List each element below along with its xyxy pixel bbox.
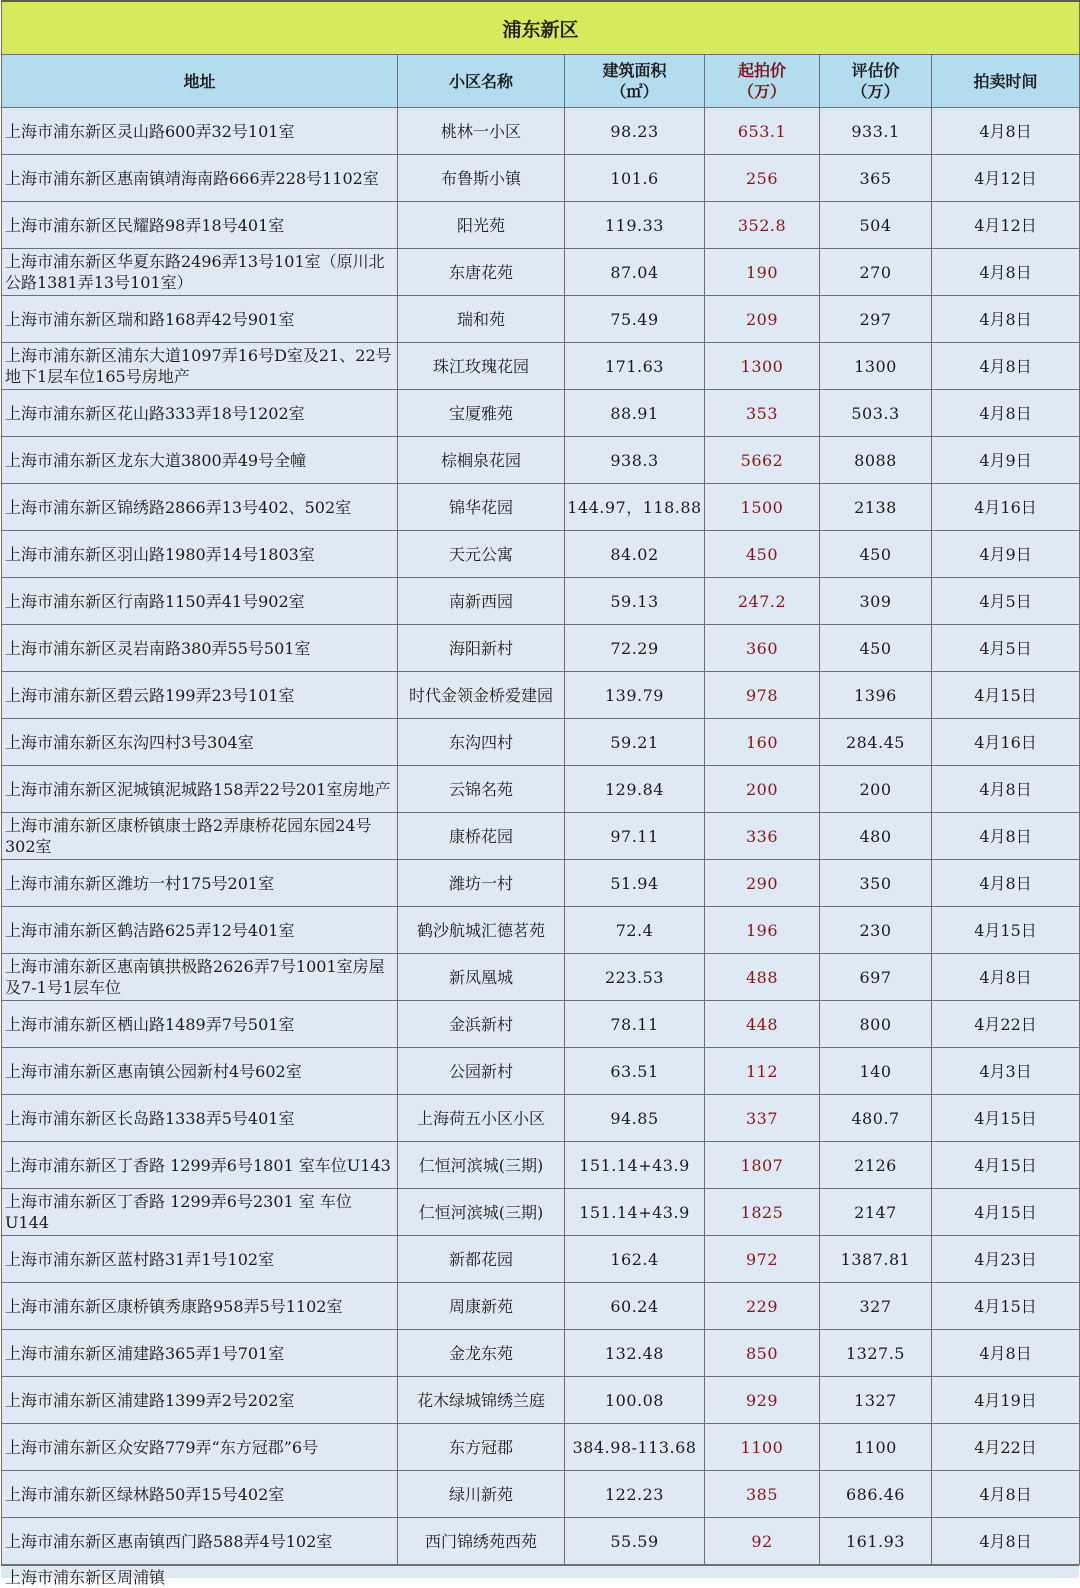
cell-address: 上海市浦东新区丁香路 1299弄6号1801 室车位U143 xyxy=(2,1142,398,1189)
table-row xyxy=(2,719,1080,766)
cell-start-price: 1300 xyxy=(705,343,820,390)
cell-start-price: 929 xyxy=(705,1377,820,1424)
cell-eval-price: 327 xyxy=(820,1283,932,1330)
cell-community: 金龙东苑 xyxy=(398,1330,565,1377)
cell-auction-date: 4月8日 xyxy=(932,954,1080,1001)
table-row xyxy=(2,954,1080,1001)
cell-auction-date: 4月12日 xyxy=(932,155,1080,202)
cell-address: 上海市浦东新区华夏东路2496弄13号101室（原川北公路1381弄13号101室） xyxy=(2,249,398,296)
cell-community: 云锦名苑 xyxy=(398,766,565,813)
table-row xyxy=(2,907,1080,954)
cell-start-price: 972 xyxy=(705,1236,820,1283)
table-row xyxy=(2,249,1080,296)
cell-address: 上海市浦东新区浦东大道1097弄16号D室及21、22号地下1层车位165号房地产 xyxy=(2,343,398,390)
cell-eval-price: 284.45 xyxy=(820,719,932,766)
partial-row-text: 上海市浦东新区周浦镇 xyxy=(5,1568,166,1587)
cell-area: 72.29 xyxy=(565,625,705,672)
cell-eval-price: 450 xyxy=(820,531,932,578)
cell-community: 时代金领金桥爱建园 xyxy=(398,672,565,719)
cell-auction-date: 4月8日 xyxy=(932,249,1080,296)
cell-eval-price: 350 xyxy=(820,860,932,907)
cell-community: 阳光苑 xyxy=(398,202,565,249)
title-row xyxy=(2,1,1080,55)
cell-start-price: 1807 xyxy=(705,1142,820,1189)
cell-auction-date: 4月15日 xyxy=(932,1095,1080,1142)
cell-start-price: 850 xyxy=(705,1330,820,1377)
cell-community: 天元公寓 xyxy=(398,531,565,578)
cell-auction-date: 4月15日 xyxy=(932,1283,1080,1330)
cell-community: 桃林一小区 xyxy=(398,108,565,155)
cell-community: 东方冠郡 xyxy=(398,1424,565,1471)
cell-start-price: 5662 xyxy=(705,437,820,484)
cell-start-price: 653.1 xyxy=(705,108,820,155)
cell-address: 上海市浦东新区绿林路50弄15号402室 xyxy=(2,1471,398,1518)
header-area xyxy=(565,55,705,108)
header-row xyxy=(2,55,1080,108)
table-row xyxy=(2,1001,1080,1048)
cell-eval-price: 933.1 xyxy=(820,108,932,155)
cell-eval-price: 480 xyxy=(820,813,932,860)
cell-start-price: 337 xyxy=(705,1095,820,1142)
cell-area: 60.24 xyxy=(565,1283,705,1330)
cell-community: 布鲁斯小镇 xyxy=(398,155,565,202)
cell-address: 上海市浦东新区栖山路1489弄7号501室 xyxy=(2,1001,398,1048)
cell-area: 84.02 xyxy=(565,531,705,578)
cell-area: 384.98-113.68 xyxy=(565,1424,705,1471)
table-row xyxy=(2,155,1080,202)
cell-address: 上海市浦东新区泥城镇泥城路158弄22号201室房地产 xyxy=(2,766,398,813)
cell-area: 938.3 xyxy=(565,437,705,484)
cell-community: 东唐花苑 xyxy=(398,249,565,296)
cell-community: 仁恒河滨城(三期) xyxy=(398,1142,565,1189)
header-start-price xyxy=(705,55,820,108)
cell-community: 新都花园 xyxy=(398,1236,565,1283)
cell-start-price: 256 xyxy=(705,155,820,202)
cell-address: 上海市浦东新区东沟四村3号304室 xyxy=(2,719,398,766)
cell-start-price: 360 xyxy=(705,625,820,672)
cell-area: 132.48 xyxy=(565,1330,705,1377)
cell-auction-date: 4月15日 xyxy=(932,907,1080,954)
cell-community: 棕榈泉花园 xyxy=(398,437,565,484)
cell-address: 上海市浦东新区民耀路98弄18号401室 xyxy=(2,202,398,249)
cell-area: 119.33 xyxy=(565,202,705,249)
cell-community: 周康新苑 xyxy=(398,1283,565,1330)
cell-eval-price: 1327.5 xyxy=(820,1330,932,1377)
cell-community: 仁恒河滨城(三期) xyxy=(398,1189,565,1236)
cell-community: 绿川新苑 xyxy=(398,1471,565,1518)
cell-eval-price: 1387.81 xyxy=(820,1236,932,1283)
cell-address: 上海市浦东新区康桥镇康士路2弄康桥花园东园24号302室 xyxy=(2,813,398,860)
cell-area: 78.11 xyxy=(565,1001,705,1048)
table-row xyxy=(2,1095,1080,1142)
cell-auction-date: 4月8日 xyxy=(932,1471,1080,1518)
cell-auction-date: 4月9日 xyxy=(932,531,1080,578)
cell-eval-price: 697 xyxy=(820,954,932,1001)
cell-auction-date: 4月8日 xyxy=(932,296,1080,343)
cell-start-price: 1100 xyxy=(705,1424,820,1471)
auction-table xyxy=(1,0,1080,1565)
cell-eval-price: 504 xyxy=(820,202,932,249)
cell-auction-date: 4月19日 xyxy=(932,1377,1080,1424)
cell-area: 55.59 xyxy=(565,1518,705,1565)
cell-auction-date: 4月22日 xyxy=(932,1001,1080,1048)
cell-eval-price: 140 xyxy=(820,1048,932,1095)
cell-community: 宝厦雅苑 xyxy=(398,390,565,437)
cell-area: 87.04 xyxy=(565,249,705,296)
table-row xyxy=(2,1377,1080,1424)
cell-start-price: 450 xyxy=(705,531,820,578)
cell-start-price: 978 xyxy=(705,672,820,719)
cell-area: 171.63 xyxy=(565,343,705,390)
cell-address: 上海市浦东新区长岛路1338弄5号401室 xyxy=(2,1095,398,1142)
cell-eval-price: 230 xyxy=(820,907,932,954)
cell-eval-price: 8088 xyxy=(820,437,932,484)
cell-eval-price: 309 xyxy=(820,578,932,625)
table-row xyxy=(2,531,1080,578)
cell-auction-date: 4月12日 xyxy=(932,202,1080,249)
cell-eval-price: 2138 xyxy=(820,484,932,531)
cell-start-price: 488 xyxy=(705,954,820,1001)
table-row xyxy=(2,437,1080,484)
cell-area: 139.79 xyxy=(565,672,705,719)
cell-address: 上海市浦东新区众安路779弄“东方冠郡”6号 xyxy=(2,1424,398,1471)
cell-eval-price: 503.3 xyxy=(820,390,932,437)
table-row xyxy=(2,860,1080,907)
cell-address: 上海市浦东新区潍坊一村175号201室 xyxy=(2,860,398,907)
table-row xyxy=(2,1471,1080,1518)
cell-start-price: 353 xyxy=(705,390,820,437)
cell-address: 上海市浦东新区惠南镇拱极路2626弄7号1001室房屋及7-1号1层车位 xyxy=(2,954,398,1001)
cell-area: 100.08 xyxy=(565,1377,705,1424)
header-start-price-unit: （万） xyxy=(737,82,786,101)
cell-address: 上海市浦东新区丁香路 1299弄6号2301 室 车位U144 xyxy=(2,1189,398,1236)
cell-auction-date: 4月8日 xyxy=(932,813,1080,860)
cell-auction-date: 4月5日 xyxy=(932,578,1080,625)
cell-area: 72.4 xyxy=(565,907,705,954)
cell-eval-price: 1327 xyxy=(820,1377,932,1424)
cell-start-price: 200 xyxy=(705,766,820,813)
cell-eval-price: 686.46 xyxy=(820,1471,932,1518)
cell-address: 上海市浦东新区惠南镇公园新村4号602室 xyxy=(2,1048,398,1095)
cell-start-price: 448 xyxy=(705,1001,820,1048)
table-row xyxy=(2,578,1080,625)
cell-community: 南新西园 xyxy=(398,578,565,625)
table-row xyxy=(2,1518,1080,1565)
cell-address: 上海市浦东新区锦绣路2866弄13号402、502室 xyxy=(2,484,398,531)
table-row xyxy=(2,390,1080,437)
cell-auction-date: 4月15日 xyxy=(932,1189,1080,1236)
cell-auction-date: 4月3日 xyxy=(932,1048,1080,1095)
cell-address: 上海市浦东新区羽山路1980弄14号1803室 xyxy=(2,531,398,578)
cell-area: 88.91 xyxy=(565,390,705,437)
cell-start-price: 385 xyxy=(705,1471,820,1518)
table-row xyxy=(2,202,1080,249)
cell-community: 金浜新村 xyxy=(398,1001,565,1048)
table-body xyxy=(2,108,1080,1565)
cell-auction-date: 4月16日 xyxy=(932,484,1080,531)
cell-community: 瑞和苑 xyxy=(398,296,565,343)
cell-auction-date: 4月8日 xyxy=(932,1518,1080,1565)
cell-address: 上海市浦东新区灵山路600弄32号101室 xyxy=(2,108,398,155)
cell-start-price: 190 xyxy=(705,249,820,296)
table-row xyxy=(2,672,1080,719)
cell-auction-date: 4月8日 xyxy=(932,108,1080,155)
cell-start-price: 112 xyxy=(705,1048,820,1095)
cell-start-price: 290 xyxy=(705,860,820,907)
cell-address: 上海市浦东新区浦建路1399弄2号202室 xyxy=(2,1377,398,1424)
cell-eval-price: 2126 xyxy=(820,1142,932,1189)
cell-area: 63.51 xyxy=(565,1048,705,1095)
cell-community: 花木绿城锦绣兰庭 xyxy=(398,1377,565,1424)
table-row xyxy=(2,296,1080,343)
cell-start-price: 196 xyxy=(705,907,820,954)
cell-eval-price: 200 xyxy=(820,766,932,813)
cell-start-price: 1825 xyxy=(705,1189,820,1236)
table-title: 浦东新区 xyxy=(2,1,1080,55)
cell-area: 122.23 xyxy=(565,1471,705,1518)
cell-eval-price: 161.93 xyxy=(820,1518,932,1565)
cell-eval-price: 480.7 xyxy=(820,1095,932,1142)
header-eval-price-unit: （万） xyxy=(851,82,900,101)
cell-address: 上海市浦东新区花山路333弄18号1202室 xyxy=(2,390,398,437)
cell-area: 162.4 xyxy=(565,1236,705,1283)
cell-start-price: 209 xyxy=(705,296,820,343)
cell-community: 鹤沙航城汇德茗苑 xyxy=(398,907,565,954)
cell-eval-price: 2147 xyxy=(820,1189,932,1236)
cell-address: 上海市浦东新区惠南镇靖海南路666弄228号1102室 xyxy=(2,155,398,202)
table-row xyxy=(2,484,1080,531)
cell-auction-date: 4月8日 xyxy=(932,1330,1080,1377)
cell-area: 129.84 xyxy=(565,766,705,813)
cell-address: 上海市浦东新区灵岩南路380弄55号501室 xyxy=(2,625,398,672)
table-row xyxy=(2,1330,1080,1377)
header-address: 地址 xyxy=(2,55,398,108)
cell-start-price: 160 xyxy=(705,719,820,766)
cell-eval-price: 1300 xyxy=(820,343,932,390)
table-row xyxy=(2,1236,1080,1283)
cell-community: 潍坊一村 xyxy=(398,860,565,907)
cell-area: 144.97，118.88 xyxy=(565,484,705,531)
table-row xyxy=(2,766,1080,813)
cell-area: 151.14+43.9 xyxy=(565,1189,705,1236)
cell-community: 东沟四村 xyxy=(398,719,565,766)
cell-auction-date: 4月15日 xyxy=(932,672,1080,719)
cell-area: 223.53 xyxy=(565,954,705,1001)
cell-start-price: 247.2 xyxy=(705,578,820,625)
cell-eval-price: 450 xyxy=(820,625,932,672)
header-area-unit: （㎡） xyxy=(610,82,659,101)
cell-auction-date: 4月8日 xyxy=(932,860,1080,907)
cell-community: 西门锦绣苑西苑 xyxy=(398,1518,565,1565)
cell-community: 康桥花园 xyxy=(398,813,565,860)
cell-address: 上海市浦东新区龙东大道3800弄49号全幢 xyxy=(2,437,398,484)
cell-area: 59.21 xyxy=(565,719,705,766)
header-eval-price-label: 评估价 xyxy=(851,61,900,80)
table-row xyxy=(2,625,1080,672)
cell-auction-date: 4月22日 xyxy=(932,1424,1080,1471)
header-eval-price xyxy=(820,55,932,108)
cell-auction-date: 4月9日 xyxy=(932,437,1080,484)
cell-auction-date: 4月23日 xyxy=(932,1236,1080,1283)
cell-area: 51.94 xyxy=(565,860,705,907)
cell-address: 上海市浦东新区康桥镇秀康路958弄5号1102室 xyxy=(2,1283,398,1330)
cell-community: 公园新村 xyxy=(398,1048,565,1095)
cell-start-price: 336 xyxy=(705,813,820,860)
header-area-label: 建筑面积 xyxy=(602,61,667,80)
cell-community: 锦华花园 xyxy=(398,484,565,531)
cell-auction-date: 4月16日 xyxy=(932,719,1080,766)
table-row xyxy=(2,1142,1080,1189)
cell-auction-date: 4月8日 xyxy=(932,343,1080,390)
cell-eval-price: 1396 xyxy=(820,672,932,719)
cell-area: 98.23 xyxy=(565,108,705,155)
table-row xyxy=(2,108,1080,155)
table-row xyxy=(2,1048,1080,1095)
cell-community: 新凤凰城 xyxy=(398,954,565,1001)
cell-address: 上海市浦东新区惠南镇西门路588弄4号102室 xyxy=(2,1518,398,1565)
cell-auction-date: 4月5日 xyxy=(932,625,1080,672)
cell-address: 上海市浦东新区蓝村路31弄1号102室 xyxy=(2,1236,398,1283)
cell-auction-date: 4月8日 xyxy=(932,766,1080,813)
cell-area: 101.6 xyxy=(565,155,705,202)
header-start-price-label: 起拍价 xyxy=(737,61,786,80)
cell-area: 97.11 xyxy=(565,813,705,860)
cell-community: 上海荷五小区小区 xyxy=(398,1095,565,1142)
table-row xyxy=(2,1283,1080,1330)
cell-eval-price: 1100 xyxy=(820,1424,932,1471)
cell-auction-date: 4月8日 xyxy=(932,390,1080,437)
cell-address: 上海市浦东新区浦建路365弄1号701室 xyxy=(2,1330,398,1377)
header-auction-date: 拍卖时间 xyxy=(932,55,1080,108)
cell-address: 上海市浦东新区瑞和路168弄42号901室 xyxy=(2,296,398,343)
cell-area: 75.49 xyxy=(565,296,705,343)
cell-area: 151.14+43.9 xyxy=(565,1142,705,1189)
cell-area: 59.13 xyxy=(565,578,705,625)
table-row xyxy=(2,1424,1080,1471)
table-row xyxy=(2,343,1080,390)
cell-start-price: 352.8 xyxy=(705,202,820,249)
cell-community: 海阳新村 xyxy=(398,625,565,672)
table-row xyxy=(2,813,1080,860)
cell-start-price: 92 xyxy=(705,1518,820,1565)
cell-community: 珠江玫瑰花园 xyxy=(398,343,565,390)
table-row xyxy=(2,1189,1080,1236)
cell-start-price: 1500 xyxy=(705,484,820,531)
header-community: 小区名称 xyxy=(398,55,565,108)
cell-address: 上海市浦东新区行南路1150弄41号902室 xyxy=(2,578,398,625)
cell-start-price: 229 xyxy=(705,1283,820,1330)
cell-address: 上海市浦东新区鹤洁路625弄12号401室 xyxy=(2,907,398,954)
cell-area: 94.85 xyxy=(565,1095,705,1142)
cell-auction-date: 4月15日 xyxy=(932,1142,1080,1189)
cell-address: 上海市浦东新区碧云路199弄23号101室 xyxy=(2,672,398,719)
partial-table-row xyxy=(1,1565,1079,1587)
cell-eval-price: 270 xyxy=(820,249,932,296)
cell-eval-price: 365 xyxy=(820,155,932,202)
cell-eval-price: 297 xyxy=(820,296,932,343)
cell-eval-price: 800 xyxy=(820,1001,932,1048)
